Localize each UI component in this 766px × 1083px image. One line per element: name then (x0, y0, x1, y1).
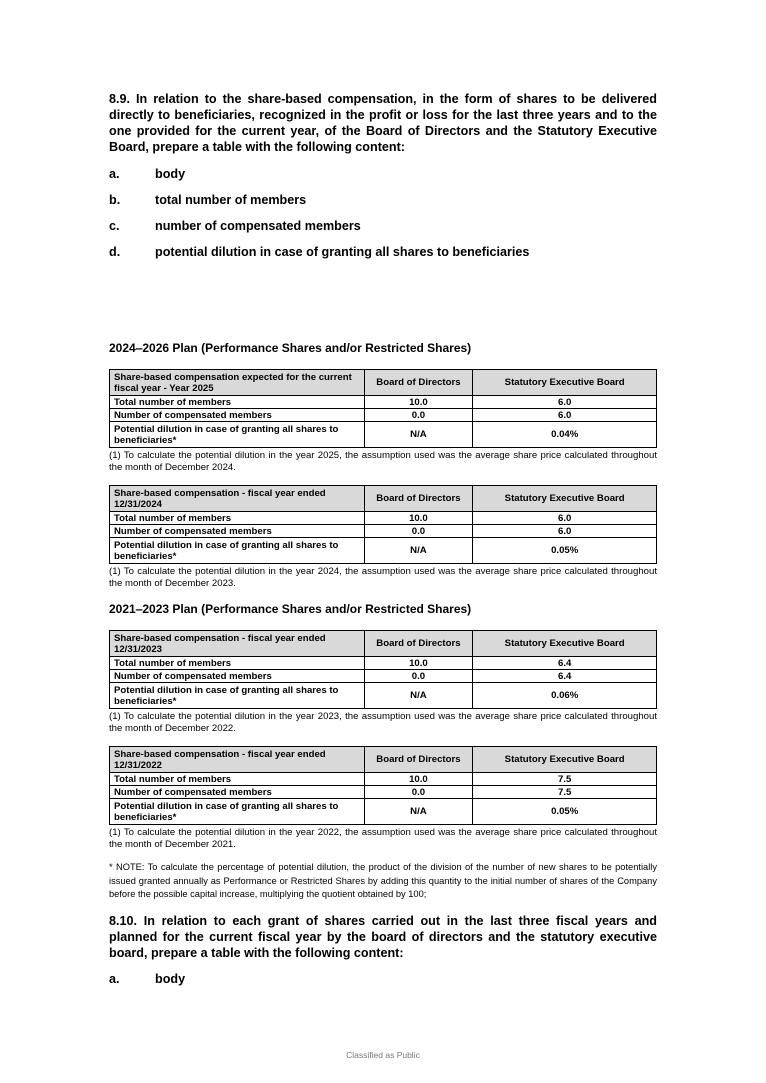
row-label: Number of compensated members (110, 409, 365, 422)
exec-value: 0.05% (473, 799, 657, 825)
table-footnote: (1) To calculate the potential dilution in the year 2023, the assumption used was the average share price calculated throughout the month of December 2022. (109, 711, 657, 734)
board-value: 0.0 (364, 670, 473, 683)
list-item-text: number of compensated members (155, 219, 361, 233)
list-item (109, 971, 185, 987)
compensation-table-2023 (109, 630, 657, 709)
list-item (109, 166, 185, 182)
table-row (110, 657, 657, 670)
list-item-text: body (155, 167, 186, 181)
table-row (110, 773, 657, 786)
list-item-text: potential dilution in case of granting all shares to beneficiaries (155, 245, 530, 259)
row-label: Potential dilution in case of granting all shares to beneficiaries* (110, 799, 365, 825)
list-item-text: total number of members (155, 193, 307, 207)
compensation-table-2024 (109, 485, 657, 564)
list-item-letter: a. (109, 972, 120, 986)
compensation-table-2025 (109, 369, 657, 448)
board-value: 0.0 (364, 409, 473, 422)
table-row (110, 396, 657, 409)
table-row (110, 422, 657, 448)
list-item-letter: c. (109, 219, 120, 233)
row-label: Total number of members (110, 396, 365, 409)
table-row (110, 683, 657, 709)
exec-value: 6.0 (473, 409, 657, 422)
exec-value: 6.0 (473, 396, 657, 409)
list-item-text: body (155, 972, 186, 986)
exec-value: 0.05% (473, 538, 657, 564)
table-footnote: (1) To calculate the potential dilution in the year 2025, the assumption used was the average share price calculated throughout the month of December 2024. (109, 450, 657, 473)
table-header-label: Share-based compensation expected for the current fiscal year - Year 2025 (110, 370, 365, 396)
exec-value: 0.04% (473, 422, 657, 448)
dilution-note: * NOTE: To calculate the percentage of potential dilution, the product of the division of the number of new shares to be potentially issued granted annually as Performance or Restricted Shares by adding this quantity to the initial number of shares of the Company before the possible capital increase, multiplying the quotient obtained by 100; (109, 862, 657, 899)
board-value: 0.0 (364, 525, 473, 538)
table-header-row (110, 370, 657, 396)
board-value: 0.0 (364, 786, 473, 799)
table-row (110, 799, 657, 825)
section-8-10-heading: 8.10. In relation to each grant of shares carried out in the last three fiscal years and planned for the current fiscal year by the board of directors and the statutory executive board, prepare a table with the following content: (109, 914, 657, 960)
board-value: N/A (364, 799, 473, 825)
exec-value: 0.06% (473, 683, 657, 709)
plan-2021-title: 2021‒2023 Plan (Performance Shares and/or Restricted Shares) (109, 602, 472, 616)
row-label: Potential dilution in case of granting all shares to beneficiaries* (110, 422, 365, 448)
board-value: 10.0 (364, 396, 473, 409)
table-footnote: (1) To calculate the potential dilution in the year 2024, the assumption used was the average share price calculated throughout the month of December 2023. (109, 566, 657, 589)
board-value: N/A (364, 683, 473, 709)
table-header-label: Share-based compensation - fiscal year ended 12/31/2022 (110, 747, 365, 773)
list-item (109, 244, 529, 260)
list-item (109, 192, 306, 208)
exec-value: 6.0 (473, 512, 657, 525)
exec-value: 7.5 (473, 773, 657, 786)
column-header-exec: Statutory Executive Board (473, 747, 657, 773)
row-label: Potential dilution in case of granting all shares to beneficiaries* (110, 538, 365, 564)
table-row (110, 525, 657, 538)
table-header-row (110, 486, 657, 512)
column-header-board: Board of Directors (364, 631, 473, 657)
table-header-row (110, 631, 657, 657)
table-row (110, 538, 657, 564)
row-label: Number of compensated members (110, 525, 365, 538)
table-row (110, 409, 657, 422)
table-footnote: (1) To calculate the potential dilution in the year 2022, the assumption used was the average share price calculated throughout the month of December 2021. (109, 827, 657, 850)
list-item (109, 218, 361, 234)
table-row (110, 786, 657, 799)
list-item-letter: d. (109, 245, 121, 259)
compensation-table-2022 (109, 746, 657, 825)
row-label: Total number of members (110, 512, 365, 525)
row-label: Total number of members (110, 773, 365, 786)
column-header-board: Board of Directors (364, 747, 473, 773)
board-value: N/A (364, 538, 473, 564)
column-header-exec: Statutory Executive Board (473, 370, 657, 396)
section-8-9-heading: 8.9. In relation to the share-based compensation, in the form of shares to be delivered directly to beneficiaries, recognized in the profit or loss for the last three years and to the one provided for the current year, of the Board of Directors and the Statutory Executive Board, prepare a table with the following content: (109, 92, 657, 154)
row-label: Number of compensated members (110, 786, 365, 799)
table-header-label: Share-based compensation - fiscal year ended 12/31/2023 (110, 631, 365, 657)
row-label: Total number of members (110, 657, 365, 670)
column-header-board: Board of Directors (364, 486, 473, 512)
exec-value: 6.4 (473, 657, 657, 670)
column-header-board: Board of Directors (364, 370, 473, 396)
exec-value: 6.0 (473, 525, 657, 538)
row-label: Potential dilution in case of granting all shares to beneficiaries* (110, 683, 365, 709)
row-label: Number of compensated members (110, 670, 365, 683)
board-value: N/A (364, 422, 473, 448)
table-header-row (110, 747, 657, 773)
plan-2024-title: 2024‒2026 Plan (Performance Shares and/or Restricted Shares) (109, 341, 472, 355)
table-row (110, 670, 657, 683)
list-item-letter: a. (109, 167, 120, 181)
table-row (110, 512, 657, 525)
column-header-exec: Statutory Executive Board (473, 486, 657, 512)
board-value: 10.0 (364, 657, 473, 670)
exec-value: 7.5 (473, 786, 657, 799)
column-header-exec: Statutory Executive Board (473, 631, 657, 657)
classification-label: Classified as Public (346, 1050, 420, 1060)
table-header-label: Share-based compensation - fiscal year ended 12/31/2024 (110, 486, 365, 512)
exec-value: 6.4 (473, 670, 657, 683)
board-value: 10.0 (364, 773, 473, 786)
list-item-letter: b. (109, 193, 121, 207)
board-value: 10.0 (364, 512, 473, 525)
